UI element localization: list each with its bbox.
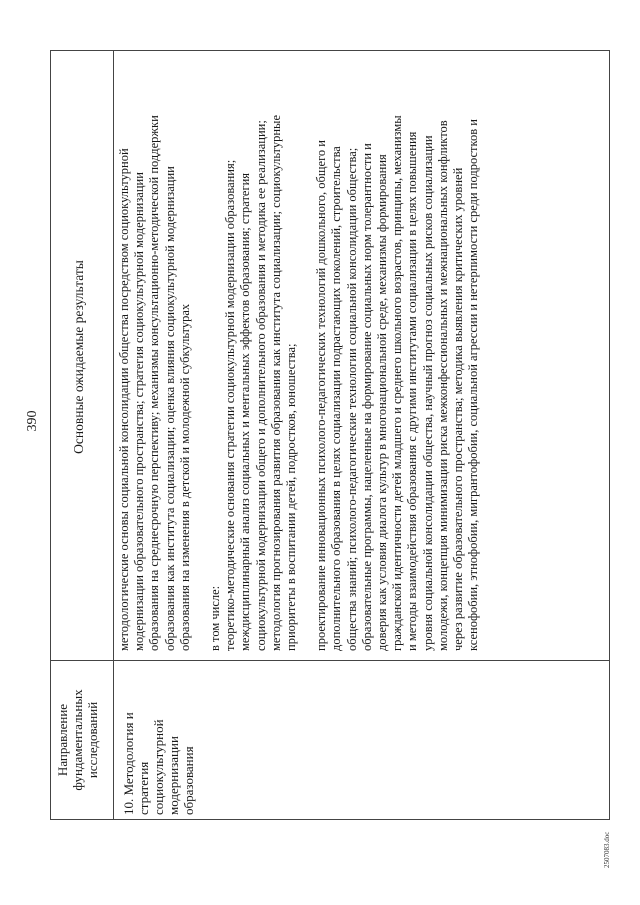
- results-paragraph: [117, 59, 193, 651]
- results-line: общества знаний; психолого-педагогические технологии социальной консолидации общества;: [344, 147, 359, 651]
- results-line: образования на изменения в детской и молодежной субкультурах: [177, 303, 192, 651]
- direction-line: стратегия: [136, 761, 151, 815]
- results-line: в том числе:: [208, 585, 223, 651]
- direction-line: образования: [181, 746, 196, 815]
- results-line: дополнительного образования в целях социализации подрастающих поколений, строительства: [329, 146, 344, 651]
- results-line: доверия как условия диалога культур в многонациональной среде, механизмы формирования: [375, 154, 390, 651]
- results-paragraph: [208, 59, 299, 651]
- header-direction-line: фундаментальных: [70, 689, 85, 791]
- results-line: образования на среднесрочную перспективу; механизмы консультационно-методической поддержки: [147, 115, 162, 651]
- results-line: молодежи, концепция минимизации риска межконфессиональных и межнациональных конфликтов: [435, 120, 450, 651]
- results-line: теоретико-методические основания стратегии социокультурной модернизации образования;: [223, 159, 238, 651]
- results-line: методологические основы социальной консолидации общества посредством социокультурной: [117, 148, 131, 651]
- header-direction-line: исследований: [85, 701, 100, 779]
- direction-line: социокультурной: [151, 719, 166, 815]
- rotated-landscape-page: [20, 30, 620, 870]
- document-file-id: 2507083.doc: [603, 831, 611, 868]
- results-paragraph: [314, 59, 481, 651]
- header-direction-cell: [55, 661, 100, 819]
- direction-line: 10. Методология и: [121, 712, 136, 815]
- results-cell: [117, 59, 496, 651]
- results-line: образовательные программы, нацеленные на формирование социальных норм толерантности и: [359, 143, 374, 651]
- results-line: междисциплинарный анализ социальных и ментальных эффектов образования; стратегия: [238, 172, 253, 651]
- direction-line: модернизации: [166, 736, 181, 815]
- results-line: приоритеты в воспитании детей, подростков, юношества;: [284, 343, 299, 651]
- header-direction-line: Направление: [55, 703, 70, 777]
- results-line: гражданской идентичности детей младшего и среднего школьного возрастов, принципы, механизмы: [390, 115, 405, 651]
- results-line: через развитие образовательного пространства; методика выявления критических уровней: [451, 167, 466, 651]
- header-results-cell: Основные ожидаемые результаты: [71, 260, 86, 454]
- results-line: методология прогнозирования развития образования как института социализации; социокультурные: [268, 115, 283, 651]
- results-line: социокультурной модернизации общего и дополнительного образования и методика ее реализации;: [253, 120, 268, 651]
- research-table: [50, 50, 610, 820]
- results-line: ксенофобии, этнофобии, мигрантофобии, социальной агрессии и нетерпимости среди подростков и: [466, 119, 481, 651]
- column-divider: [51, 660, 609, 661]
- results-line: проектирование инновационных психолого-педагогических технологий дошкольного, общего и: [314, 140, 329, 651]
- table-header-row: [51, 51, 114, 819]
- direction-cell: [121, 665, 196, 815]
- results-line: уровня социальной консолидации общества, научный прогноз социальных рисков социализации: [420, 135, 435, 651]
- results-line: модернизации образовательного пространства; стратегия социокультурной модернизации: [132, 172, 147, 651]
- page-number: 390: [25, 410, 40, 432]
- results-line: образования как института социализации; оценка влияния социокультурной модернизации: [162, 166, 177, 651]
- results-line: и методы взаимодействия образования с другими институтами социализации в целях повышения: [405, 131, 420, 651]
